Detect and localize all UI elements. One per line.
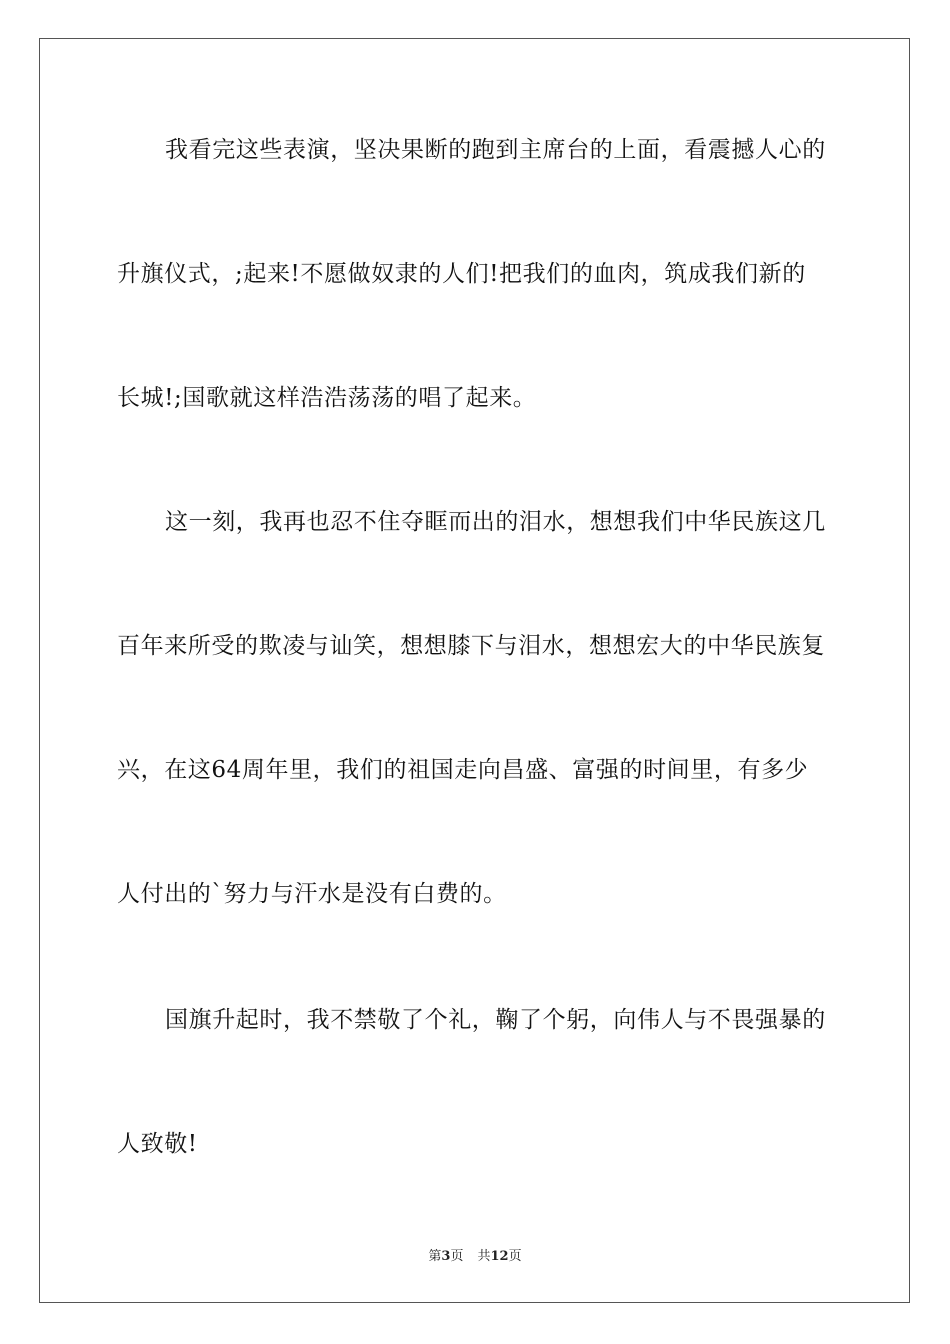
page-border <box>39 38 910 1303</box>
page-prefix: 第 <box>428 1249 442 1264</box>
paragraph-1-line-3: 长城!;国歌就这样浩浩荡荡的唱了起来。 <box>117 385 537 411</box>
paragraph-3-line-2: 人致敬! <box>117 1131 198 1157</box>
total-suffix: 页 <box>508 1249 522 1264</box>
paragraph-1-line-1: 我看完这些表演，坚决果断的跑到主席台的上面，看震撼人心的 <box>165 137 826 163</box>
paragraph-2-line-2: 百年来所受的欺凌与讪笑，想想膝下与泪水，想想宏大的中华民族复 <box>117 633 825 659</box>
total-page-count: 12 <box>490 1249 509 1264</box>
page-suffix: 页 <box>450 1249 464 1264</box>
current-page-number: 3 <box>441 1249 451 1264</box>
page-footer <box>0 1248 950 1266</box>
paragraph-3-line-1: 国旗升起时，我不禁敬了个礼，鞠了个躬，向伟人与不畏强暴的 <box>165 1007 826 1033</box>
total-prefix: 共 <box>477 1249 491 1264</box>
paragraph-2-line-1: 这一刻，我再也忍不住夺眶而出的泪水，想想我们中华民族这几 <box>165 509 826 535</box>
paragraph-2-line-3: 兴，在这64周年里，我们的祖国走向昌盛、富强的时间里，有多少 <box>117 757 809 783</box>
paragraph-1-line-2: 升旗仪式，;起来!不愿做奴隶的人们!把我们的血肉，筑成我们新的 <box>117 261 806 287</box>
paragraph-2-line-4: 人付出的`努力与汗水是没有白费的。 <box>117 881 507 907</box>
